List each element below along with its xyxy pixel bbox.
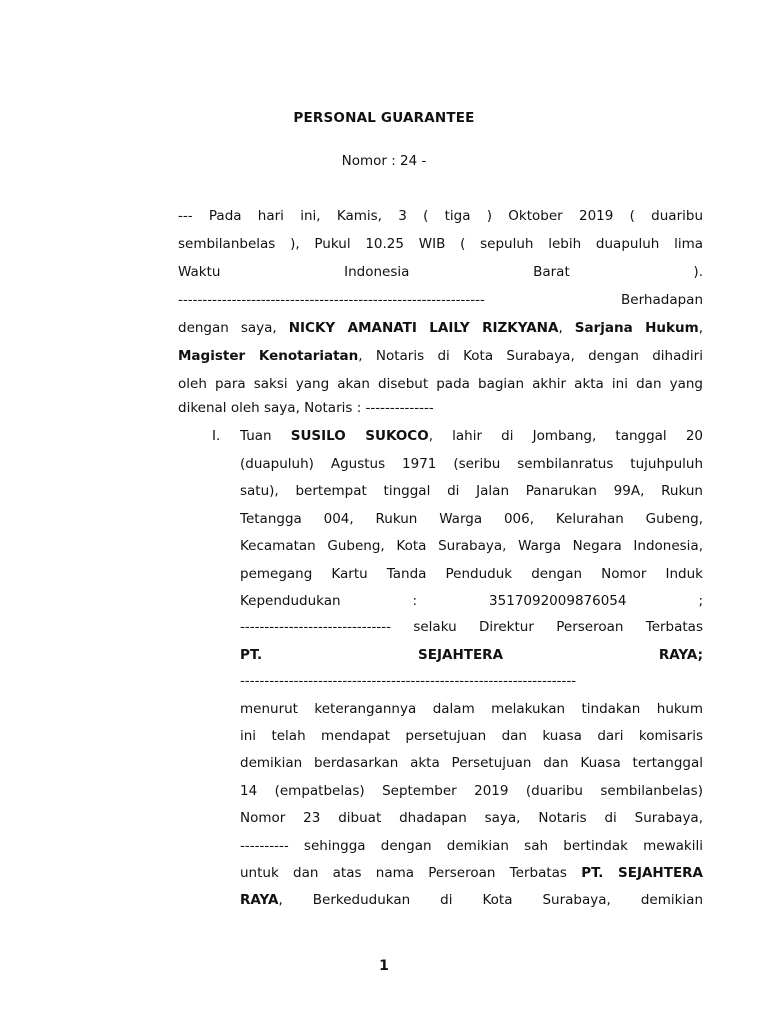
text-fragment: dengan saya,	[178, 320, 289, 336]
text-fragment: Tuan	[240, 428, 291, 444]
text-fragment: , Berkedudukan di Kota Surabaya, demikian	[278, 892, 703, 908]
paragraph-line: --- Pada hari ini, Kamis, 3 ( tiga ) Oktober 2019 ( duaribu	[178, 208, 703, 224]
item-line: 14 (empatbelas) September 2019 (duaribu sembilanbelas)	[240, 783, 703, 799]
item-line	[240, 863, 703, 883]
paragraph-line	[178, 318, 703, 338]
notary-degree-2: Magister Kenotariatan	[178, 348, 359, 364]
item-line: satu), bertempat tinggal di Jalan Panarukan 99A, Rukun	[240, 483, 703, 499]
text-fragment: Berhadapan	[621, 292, 703, 308]
item-line: Tetangga 004, Rukun Warga 006, Kelurahan Gubeng,	[240, 511, 703, 527]
company-name-inline-2: RAYA	[240, 892, 279, 908]
text-fragment: ,	[558, 320, 575, 336]
notary-name: NICKY AMANATI LAILY RIZKYANA	[288, 320, 559, 336]
paragraph-line: dikenal oleh saya, Notaris : --------------	[178, 400, 434, 416]
document-number: Nomor : 24 -	[341, 153, 427, 169]
paragraph-line: Waktu Indonesia Barat ).	[178, 264, 703, 280]
item-line: (duapuluh) Agustus 1971 (seribu sembilanratus tujuhpuluh	[240, 456, 703, 472]
item-line: ------------------------------- selaku Direktur Perseroan Terbatas	[240, 619, 703, 635]
text-fragment: untuk dan atas nama Perseroan Terbatas	[240, 865, 582, 881]
item-line: ---------- sehingga dengan demikian sah bertindak mewakili	[240, 838, 703, 854]
party-name: SUSILO SUKOCO	[290, 428, 429, 444]
item-line: menurut keterangannya dalam melakukan tindakan hukum	[240, 701, 703, 717]
paragraph-line	[178, 346, 703, 366]
item-line	[240, 890, 703, 910]
company-name-inline: PT. SEJAHTERA	[581, 865, 703, 881]
item-line: Nomor 23 dibuat dhadapan saya, Notaris di Surabaya,	[240, 810, 703, 826]
company-name: PT. SEJAHTERA RAYA;	[240, 647, 703, 663]
text-fragment: , Notaris di Kota Surabaya, dengan dihadiri	[358, 348, 703, 364]
dash-line: ---------------------------------------------------------------------	[240, 673, 577, 689]
item-line: demikian berdasarkan akta Persetujuan dan Kuasa tertanggal	[240, 755, 703, 771]
text-fragment: , lahir di Jombang, tanggal 20	[428, 428, 703, 444]
item-line: ini telah mendapat persetujuan dan kuasa dari komisaris	[240, 728, 703, 744]
paragraph-line: sembilanbelas ), Pukul 10.25 WIB ( sepuluh lebih duapuluh lima	[178, 236, 703, 252]
notary-degree: Sarjana Hukum	[574, 320, 699, 336]
item-marker: I.	[212, 428, 221, 444]
item-line: Kecamatan Gubeng, Kota Surabaya, Warga Negara Indonesia,	[240, 538, 703, 554]
item-line	[240, 426, 703, 446]
paragraph-line: oleh para saksi yang akan disebut pada bagian akhir akta ini dan yang	[178, 376, 703, 392]
paragraph-line	[178, 290, 703, 310]
document-title: PERSONAL GUARANTEE	[293, 110, 475, 126]
page-number: 1	[379, 958, 389, 974]
dash-filler: ---------------------------------------------------------------	[178, 292, 485, 308]
item-line: Kependudukan : 3517092009876054 ;	[240, 593, 703, 609]
text-fragment: ,	[698, 320, 703, 336]
item-line: pemegang Kartu Tanda Penduduk dengan Nomor Induk	[240, 566, 703, 582]
